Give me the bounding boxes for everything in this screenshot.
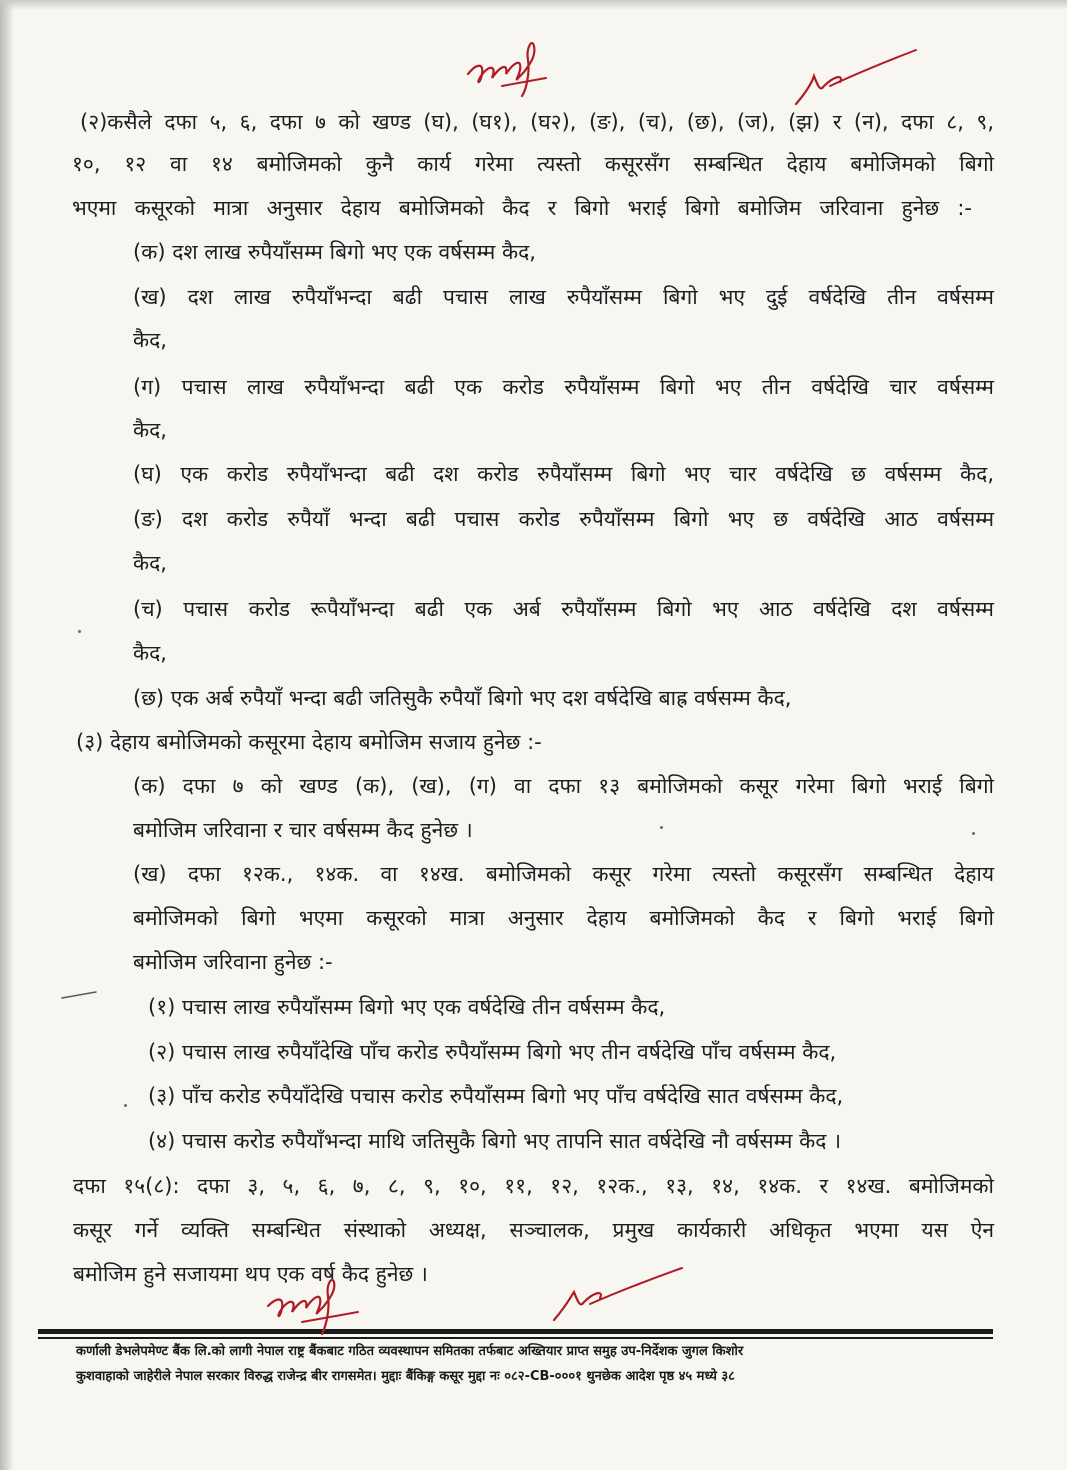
scan-speck <box>660 826 663 829</box>
sub3-kha-item-4: (४) पचास करोड रुपैयाँभन्दा माथि जतिसुकै बिगो भए तापनि सात वर्षदेखि नौ वर्षसम्म कैद । <box>148 1129 842 1153</box>
sub2-item-nga-line-1: (ङ) दश करोड रुपैयाँ भन्दा बढी पचास करोड रुपैयाँसम्म बिगो भए छ वर्षदेखि आठ वर्षसम्म <box>133 507 994 531</box>
sub2-item-cha-line-1: (च) पचास करोड रूपैयाँभन्दा बढी एक अर्ब रुपैयाँसम्म बिगो भए आठ वर्षदेखि दश वर्षसम्म <box>133 597 994 621</box>
section-15-8-line-2: कसूर गर्ने व्यक्ति सम्बन्धित संस्थाको अध्यक्ष, सञ्चालक, प्रमुख कार्यकारी अधिकृत भएमा यस ऐन <box>73 1218 994 1242</box>
sub2-item-ga-line-1: (ग) पचास लाख रुपैयाँभन्दा बढी एक करोड रुपैयाँसम्म बिगो भए तीन वर्षदेखि चार वर्षसम्म <box>133 375 994 399</box>
footer-rule-thick <box>38 1329 993 1334</box>
section-15-8-line-1: दफा १५(८): दफा ३, ५, ६, ७, ८, ९, १०, ११, १२, १२क., १३, १४, १४क. र १४ख. बमोजिमको <box>73 1174 994 1198</box>
sub2-item-nga-line-2: कैद, <box>133 551 167 575</box>
sub2-item-cha-line-2: कैद, <box>133 641 167 665</box>
sub2-intro-line-1: (२)कसैले दफा ५, ६, दफा ७ को खण्ड (घ), (घ१), (घ२), (ङ), (च), (छ), (ज), (झ) र (न), दफा ८, ९, <box>80 110 994 134</box>
sub2-item-gha: (घ) एक करोड रुपैयाँभन्दा बढी दश करोड रुपैयाँसम्म बिगो भए चार वर्षदेखि छ वर्षसम्म कैद, <box>133 462 994 486</box>
sub3-kha-line-1: (ख) दफा १२क., १४क. वा १४ख. बमोजिमको कसूर गरेमा त्यस्तो कसूरसँग सम्बन्धित देहाय <box>133 862 994 886</box>
sub2-intro-line-3: भएमा कसूरको मात्रा अनुसार देहाय बमोजिमको कैद र बिगो भराई बिगो बमोजिम जरिवाना हुनेछ :- <box>72 196 972 220</box>
sub2-item-kha-line-2: कैद, <box>133 328 167 352</box>
scan-edge-shadow <box>0 0 14 1470</box>
footer-line-1: कर्णाली डेभलेपमेण्ट बैंक लि.को लागी नेपाल राष्ट्र बैंकबाट गठित व्यवस्थापन समितका तर्फबाट अख्तियार प्राप्त समुह उप-निर्देशक जुगल किशोर <box>76 1344 744 1359</box>
signature-initials-top <box>462 34 562 102</box>
sub3-kha-item-3: (३) पाँच करोड रुपैयाँदेखि पचास करोड रुपैयाँसम्म बिगो भए पाँच वर्षदेखि सात वर्षसम्म कैद, <box>148 1084 844 1108</box>
signature-mark-bottom <box>548 1262 688 1326</box>
sub2-item-ga-line-2: कैद, <box>133 418 167 442</box>
sub2-intro-line-2: १०, १२ वा १४ बमोजिमको कुनै कार्य गरेमा त्यस्तो कसूरसँग सम्बन्धित देहाय बमोजिमको बिगो <box>72 152 994 176</box>
scan-speck <box>972 832 975 835</box>
sub3-kha-line-2: बमोजिमको बिगो भएमा कसूरको मात्रा अनुसार देहाय बमोजिमको कैद र बिगो भराई बिगो <box>133 906 994 930</box>
sub3-ka-line-2: बमोजिम जरिवाना र चार वर्षसम्म कैद हुनेछ । <box>133 818 473 842</box>
signature-mark-top <box>790 46 920 112</box>
sub3-kha-item-2: (२) पचास लाख रुपैयाँदेखि पाँच करोड रुपैयाँसम्म बिगो भए तीन वर्षदेखि पाँच वर्षसम्म कैद, <box>148 1040 837 1064</box>
section-15-8-line-3: बमोजिम हुने सजायमा थप एक वर्ष कैद हुनेछ । <box>73 1262 428 1286</box>
footer-rule-thin <box>38 1337 993 1339</box>
scan-speck <box>124 1104 127 1107</box>
footer-line-2: कुशवाहाको जाहेरीले नेपाल सरकार विरुद्ध राजेन्द्र बीर रागसमेत। मुद्दाः बैंकिङ्ग कसूर मुद्दा नः ०८२-CB-०००१ थुनछेक आदेश पृष्ठ ४५ मध्ये ३८ <box>76 1369 735 1384</box>
sub3-intro: (३) देहाय बमोजिमको कसूरमा देहाय बमोजिम सजाय हुनेछ :- <box>76 730 542 754</box>
sub2-item-kha-line-1: (ख) दश लाख रुपैयाँभन्दा बढी पचास लाख रुपैयाँसम्म बिगो भए दुई वर्षदेखि तीन वर्षसम्म <box>133 285 994 309</box>
signature-initials-bottom <box>262 1276 372 1340</box>
sub2-item-ka: (क) दश लाख रुपैयाँसम्म बिगो भए एक वर्षसम्म कैद, <box>133 240 536 264</box>
sub3-kha-item-1: (१) पचास लाख रुपैयाँसम्म बिगो भए एक वर्षदेखि तीन वर्षसम्म कैद, <box>148 995 666 1019</box>
scan-speck <box>78 630 81 633</box>
sub3-ka-line-1: (क) दफा ७ को खण्ड (क), (ख), (ग) वा दफा १३ बमोजिमको कसूर गरेमा बिगो भराई बिगो <box>133 774 994 798</box>
sub3-kha-line-3: बमोजिम जरिवाना हुनेछ :- <box>133 950 333 974</box>
stray-pen-mark <box>60 990 100 1000</box>
scan-top-shadow <box>0 0 1067 10</box>
sub2-item-chha: (छ) एक अर्ब रुपैयाँ भन्दा बढी जतिसुकै रुपैयाँ बिगो भए दश वर्षदेखि बाह्र वर्षसम्म कैद, <box>133 686 792 710</box>
